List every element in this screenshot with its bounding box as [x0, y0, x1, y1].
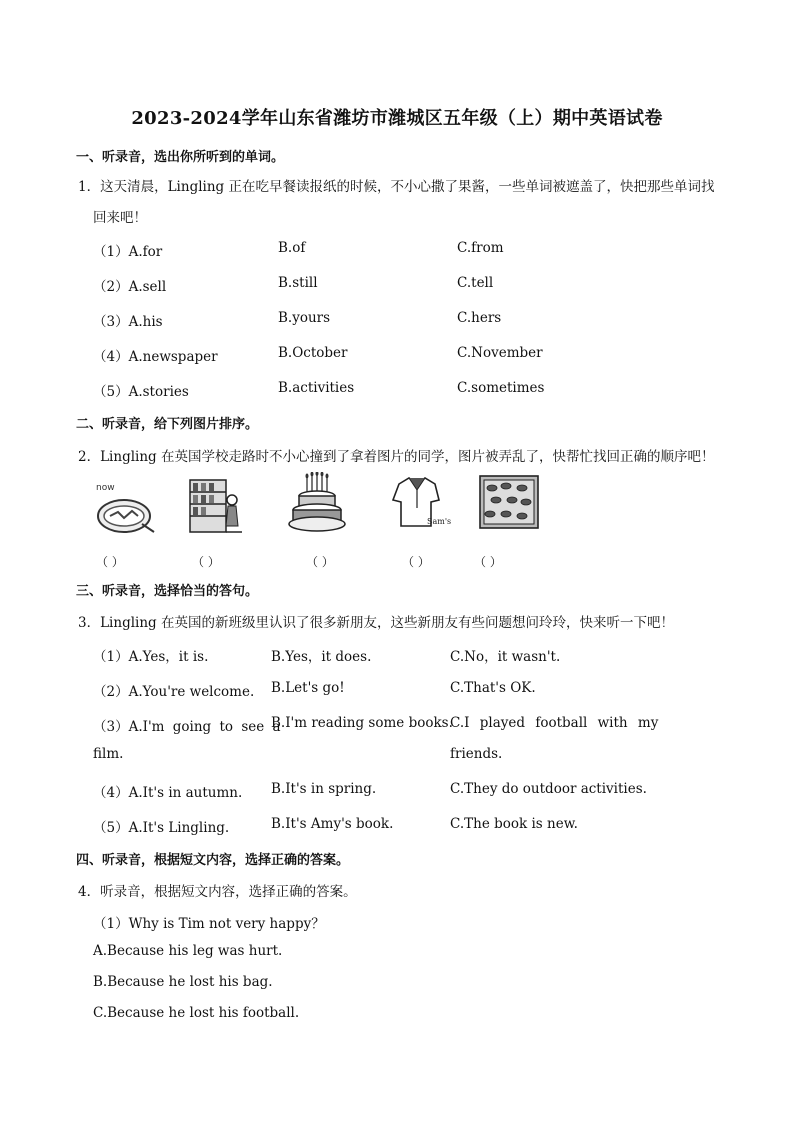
svg-text:Sam's: Sam's: [427, 517, 452, 526]
q3-item1-b: B.Yes，it does.: [271, 649, 372, 665]
section-4-heading: 四、听录音，根据短文内容，选择正确的答案。: [76, 853, 350, 868]
q1-item1-b: B.of: [278, 240, 306, 256]
q3-item5-a: （5）A.It's Lingling.: [93, 820, 230, 836]
sweets-box-picture: [476, 472, 542, 534]
q3-item2-a: （2）A.You're welcome.: [93, 684, 255, 700]
q3-item2-c: C.That's OK.: [450, 680, 536, 696]
q3-item2-b: B.Let's go!: [271, 680, 345, 696]
page-title: 2023-2024学年山东省潍坊市潍城区五年级（上）期中英语试卷: [131, 108, 663, 129]
q4-sub1-question: （1）Why is Tim not very happy？: [93, 916, 325, 932]
q1-item1-c: C.from: [457, 240, 504, 256]
question-1-text: 1．这天清晨，Lingling 正在吃早餐读报纸的时候，不小心撒了果酱，一些单词被遮盖了，快把那些单词找: [78, 179, 715, 195]
svg-text:now: now: [96, 483, 115, 493]
q4-sub1-option-a: A.Because his leg was hurt.: [93, 943, 283, 959]
q3-item5-c: C.The book is new.: [450, 816, 578, 832]
q3-item1-a: （1）A.Yes，it is.: [93, 649, 209, 665]
question-1-text-cont: 回来吧！: [93, 210, 147, 226]
q1-item3-b: B.yours: [278, 310, 331, 326]
q1-item2-c: C.tell: [457, 275, 494, 291]
q1-item2-a: （2）A.sell: [93, 279, 167, 295]
question-4-text: 4．听录音，根据短文内容，选择正确的答案。: [78, 884, 357, 900]
q1-item3-c: C.hers: [457, 310, 502, 326]
answer-paren-2[interactable]: （ ）: [192, 555, 220, 569]
question-2-text: 2．Lingling 在英国学校走路时不小心撞到了拿着图片的同学，图片被弄乱了，快帮忙找回正确的顺序吧！: [78, 449, 715, 465]
q3-item4-b: B.It's in spring.: [271, 781, 377, 797]
q3-item5-b: B.It's Amy's book.: [271, 816, 394, 832]
question-3-text: 3．Lingling 在英国的新班级里认识了很多新朋友，这些新朋友有些问题想问玲玲，快来听一下吧！: [78, 615, 674, 631]
q1-item4-c: C.November: [457, 345, 543, 361]
q1-item5-a: （5）A.stories: [93, 384, 189, 400]
answer-paren-1[interactable]: （ ）: [96, 555, 124, 569]
q1-item4-a: （4）A.newspaper: [93, 349, 218, 365]
answer-paren-4[interactable]: （ ）: [402, 555, 430, 569]
sign-picture: [94, 478, 158, 542]
birthday-cake-picture: [287, 472, 349, 536]
q3-item3-a: （3）A.I'm going to see a: [93, 719, 281, 735]
q4-sub1-option-c: C.Because he lost his football.: [93, 1005, 300, 1021]
q1-item5-c: C.sometimes: [457, 380, 545, 396]
q3-item3-b: B.I'm reading some books.: [271, 715, 453, 731]
q1-item2-b: B.still: [278, 275, 318, 291]
answer-paren-3[interactable]: （ ）: [306, 555, 334, 569]
q1-item3-a: （3）A.his: [93, 314, 163, 330]
q1-item5-b: B.activities: [278, 380, 355, 396]
shop-picture: [188, 476, 244, 538]
section-2-heading: 二、听录音，给下列图片排序。: [76, 417, 259, 432]
q3-item4-a: （4）A.It's in autumn.: [93, 785, 243, 801]
q4-sub1-option-b: B.Because he lost his bag.: [93, 974, 273, 990]
q3-item1-c: C.No，it wasn't.: [450, 649, 561, 665]
q3-item3-a-cont: film.: [93, 746, 124, 762]
answer-paren-5[interactable]: （ ）: [474, 555, 502, 569]
q3-item4-c: C.They do outdoor activities.: [450, 781, 647, 797]
q1-item4-b: B.October: [278, 345, 348, 361]
section-3-heading: 三、听录音，选择恰当的答句。: [76, 584, 259, 599]
q1-item1-a: （1）A.for: [93, 244, 163, 260]
q3-item3-c-cont: friends.: [450, 746, 503, 762]
q3-item3-c: C.I played football with my: [450, 715, 659, 731]
shirt-picture: [387, 474, 457, 534]
section-1-heading: 一、听录音，选出你所听到的单词。: [76, 150, 285, 165]
